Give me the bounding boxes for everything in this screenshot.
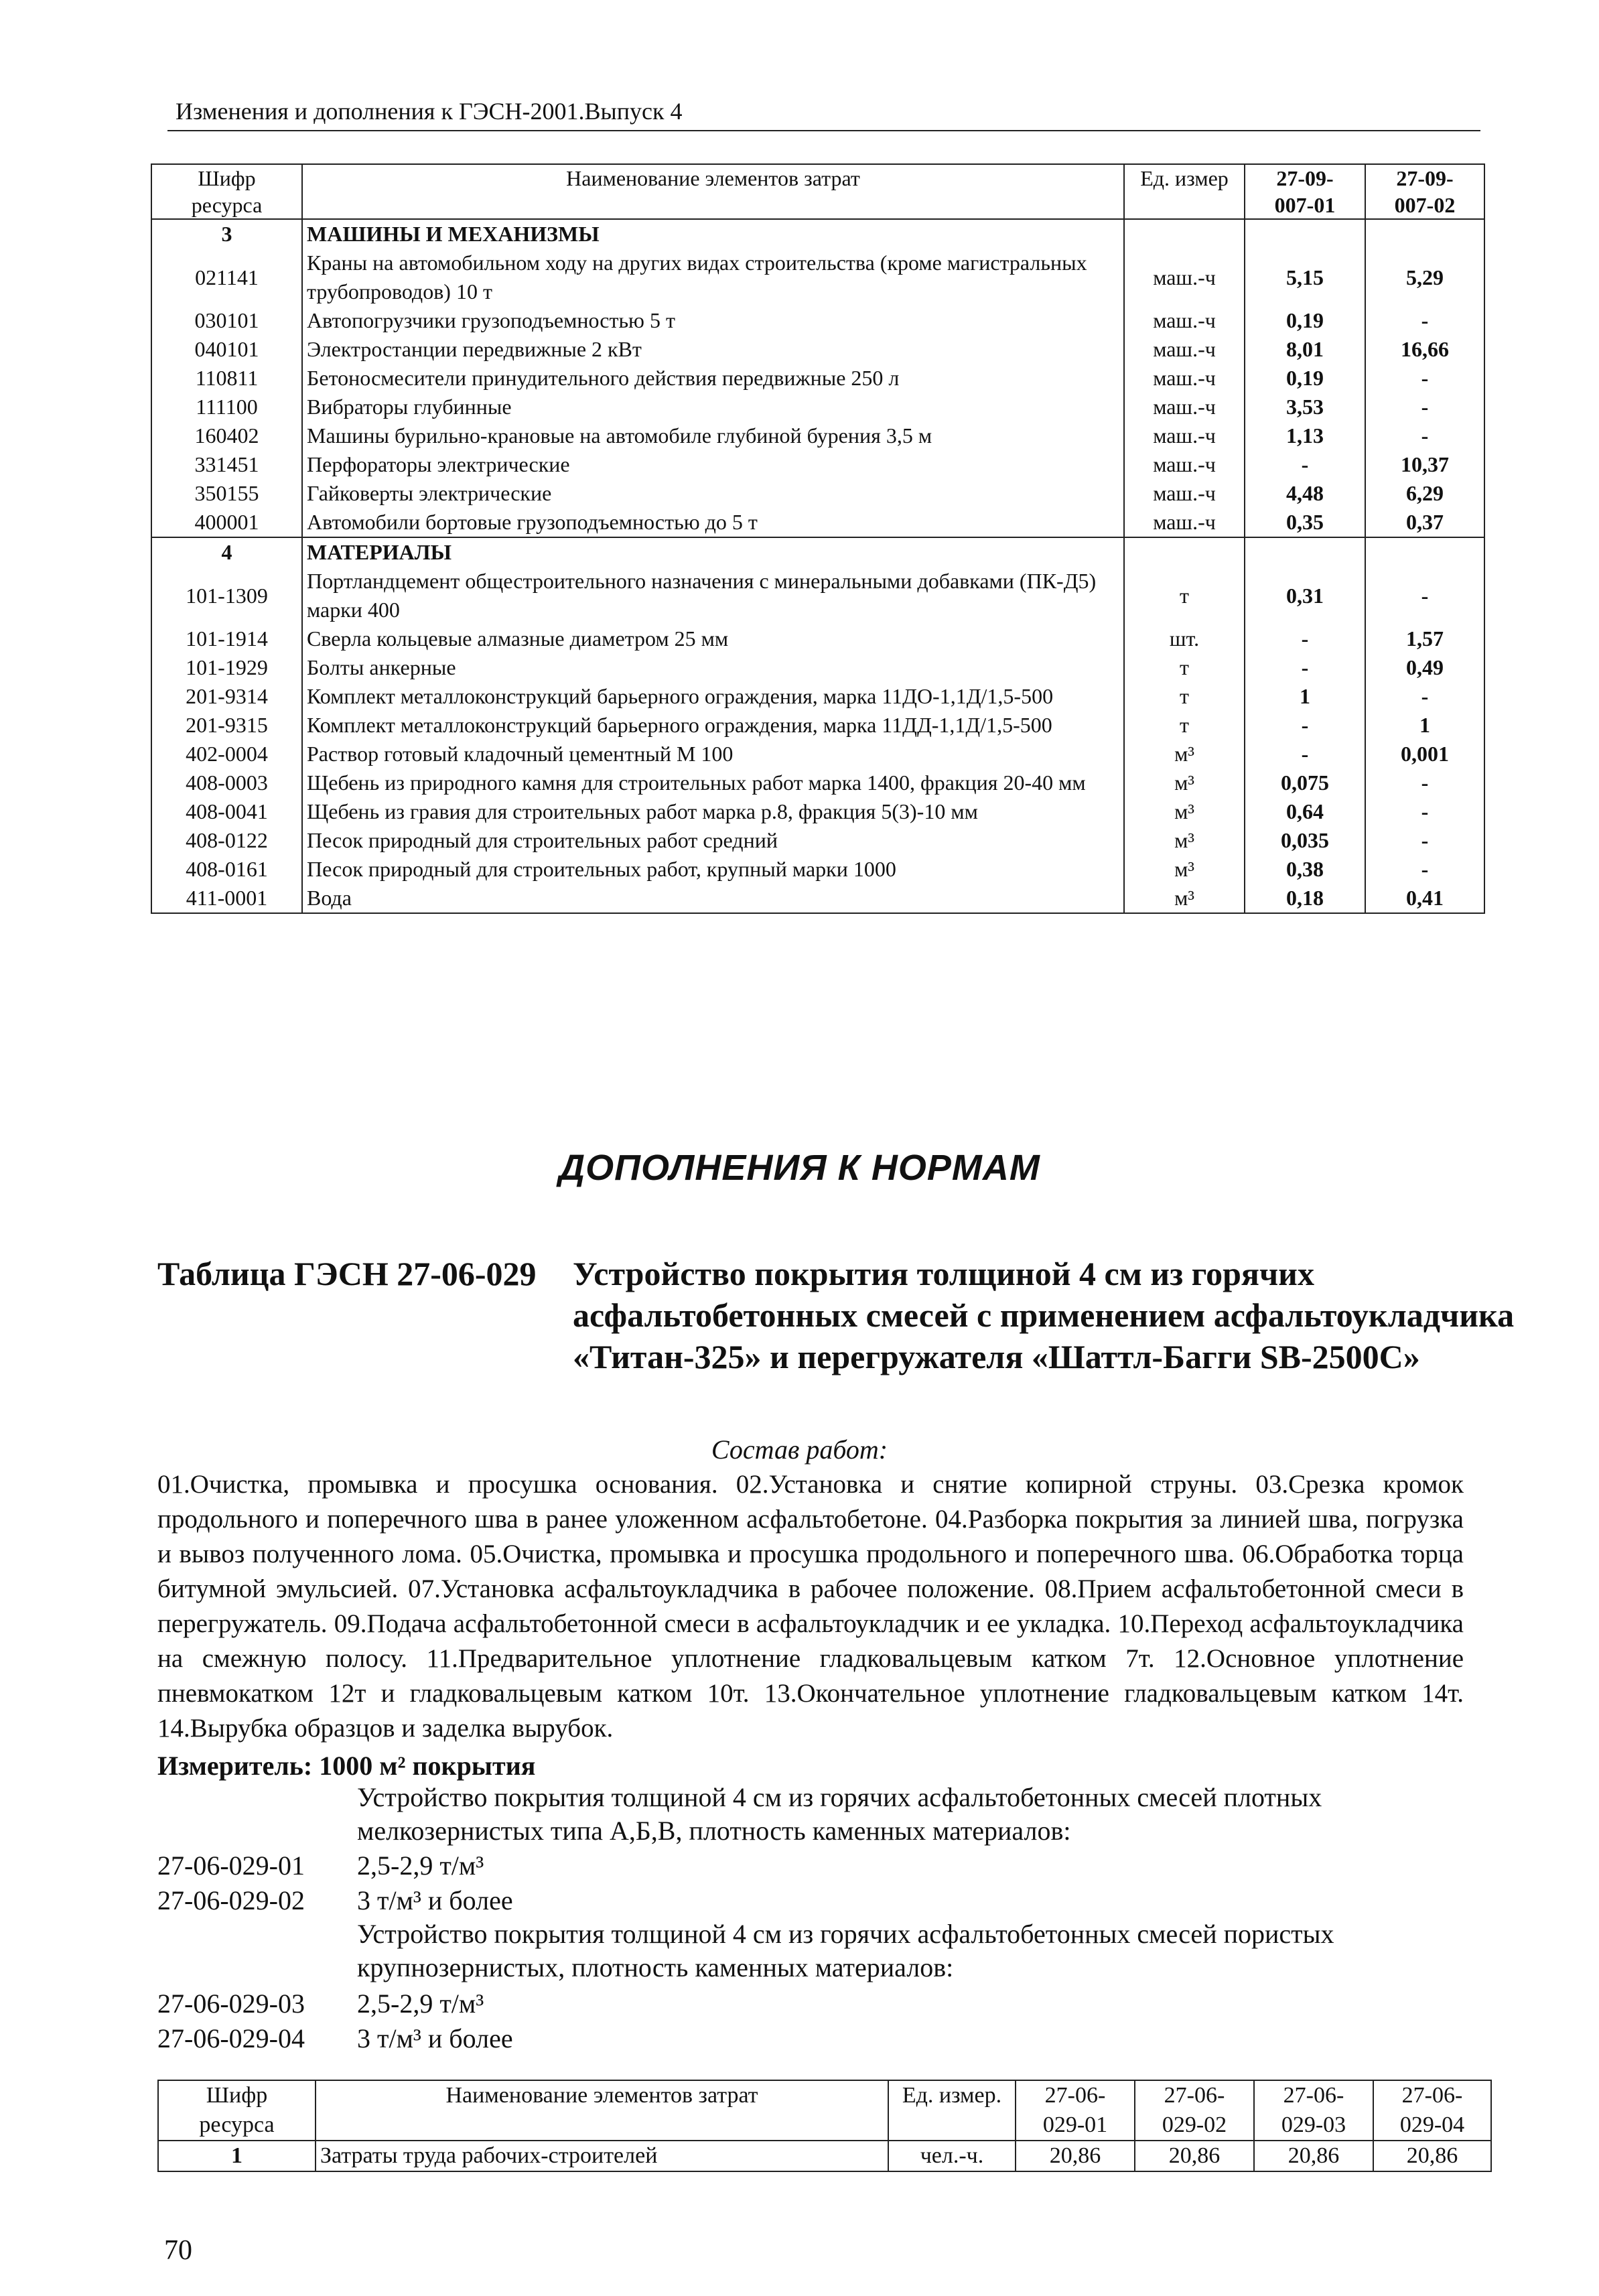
value-col-2: 5,29 [1365,249,1484,306]
empty-cell [1365,537,1484,567]
resource-code: 411-0001 [151,884,302,913]
value-col-2: 0,41 [1365,884,1484,913]
value-col-1: - [1245,740,1365,768]
table-row [151,567,1484,624]
resource-unit: м³ [1124,768,1245,797]
value-col-1: 8,01 [1245,335,1365,364]
value-col-2: - [1365,364,1484,393]
table-row [151,364,1484,393]
variant-text-02: 3 т/м³ и более [357,1885,513,1915]
resource-name: Портландцемент общестроительного назначения с минеральными добавками (ПК-Д5) марки 400 [302,567,1124,624]
value-col-1: 0,31 [1245,567,1365,624]
value-col-2: - [1365,682,1484,711]
table-row [151,393,1484,421]
value-col-1: 0,35 [1245,508,1365,537]
resource-name: Автомобили бортовые грузоподъемностью до 5 т [302,508,1124,537]
empty-cell [1245,219,1365,249]
variant-code-03: 27-06-029-03 [157,1988,305,2019]
resource-name: Гайковерты электрические [302,479,1124,508]
resource-unit: маш.-ч [1124,306,1245,335]
table-row [151,797,1484,826]
value-col-2: - [1365,797,1484,826]
resource-unit: т [1124,711,1245,740]
value-col-1: 0,38 [1245,855,1365,884]
table-row [151,624,1484,653]
value-col-4: 20,86 [1373,2141,1491,2171]
value-col-2: - [1365,855,1484,884]
variant-text-03: 2,5-2,9 т/м³ [357,1988,484,2019]
section-row [151,537,1484,567]
header-col-2: 27-09- 007-02 [1365,164,1484,219]
table-row [151,335,1484,364]
table-row [151,479,1484,508]
variant-code-04: 27-06-029-04 [157,2023,305,2053]
header-code: Шифр ресурса [158,2080,316,2141]
empty-cell [1245,537,1365,567]
resource-unit: т [1124,682,1245,711]
table-title-label: Таблица ГЭСН 27-06-029 [157,1255,537,1292]
resource-code: 030101 [151,306,302,335]
value-col-2: 6,29 [1365,479,1484,508]
resource-unit: шт. [1124,624,1245,653]
resource-name: Сверла кольцевые алмазные диаметром 25 мм [302,624,1124,653]
variant-text-04: 3 т/м³ и более [357,2023,513,2053]
resource-code: 101-1914 [151,624,302,653]
resource-name: Щебень из гравия для строительных работ марка р.8, фракция 5(3)-10 мм [302,797,1124,826]
section-row [151,219,1484,249]
table-row [151,768,1484,797]
section-title: МАТЕРИАЛЫ [302,537,1124,567]
value-col-1: 3,53 [1245,393,1365,421]
resource-code: 101-1929 [151,653,302,682]
resource-name: Краны на автомобильном ходу на других видах строительства (кроме магистральных трубопроводов) 10 т [302,249,1124,306]
table-row [151,508,1484,537]
resource-code: 408-0003 [151,768,302,797]
resource-name: Комплект металлоконструкций барьерного ограждения, марка 11ДО-1,1Д/1,5-500 [302,682,1124,711]
table-row [151,653,1484,682]
resource-name: Вибраторы глубинные [302,393,1124,421]
resource-unit: чел.-ч. [888,2141,1016,2171]
value-col-1: 0,19 [1245,364,1365,393]
header-col-1: 27-06- 029-01 [1016,2080,1135,2141]
resource-name: Песок природный для строительных работ средний [302,826,1124,855]
table-row [151,826,1484,855]
resource-unit: маш.-ч [1124,393,1245,421]
resource-code: 021141 [151,249,302,306]
header-name: Наименование элементов затрат [302,164,1124,219]
value-col-1: 0,18 [1245,884,1365,913]
table-row [151,249,1484,306]
resource-code: 101-1309 [151,567,302,624]
resource-unit: маш.-ч [1124,479,1245,508]
works-heading: Состав работ: [711,1434,888,1465]
resource-name: Электростанции передвижные 2 кВт [302,335,1124,364]
resource-unit: м³ [1124,855,1245,884]
resource-code: 1 [158,2141,316,2171]
header-col-2: 27-06- 029-02 [1135,2080,1254,2141]
value-col-1: 0,19 [1245,306,1365,335]
running-header: Изменения и дополнения к ГЭСН-2001.Выпуск 4 [176,98,683,125]
variant-group-2-text: Устройство покрытия толщиной 4 см из горячих асфальтобетонных смесей пористых крупнозернистых, плотность каменных материалов: [357,1919,1334,1982]
table-row [151,306,1484,335]
header-code: Шифр ресурса [151,164,302,219]
table-body [151,219,1484,913]
value-col-1: 0,075 [1245,768,1365,797]
value-col-1: - [1245,653,1365,682]
resource-code: 160402 [151,421,302,450]
header-unit: Ед. измер. [888,2080,1016,2141]
table-title-text: Устройство покрытия толщиной 4 см из горячих асфальтобетонных смесей с применением асфальтоукладчика «Титан-325» и перегружателя «Шаттл-Багги SB-2500С» [573,1255,1515,1375]
page-number: 70 [164,2235,192,2266]
value-col-1: 4,48 [1245,479,1365,508]
resource-name: Машины бурильно-крановые на автомобиле глубиной бурения 3,5 м [302,421,1124,450]
works-text: 01.Очистка, промывка и просушка основания. 02.Установка и снятие копирной струны. 03.Срезка кромок продольного и поперечного шва в ранее уложенном асфальтобетоне. 04.Разборка покрытия за линией шва, погрузка и вывоз полученного лома. 05.Очистка, промывка и просушка продольного и поперечного шва. 06.Обработка торца битумной эмульсией. 07.Установка асфальтоукладчика в рабочее положение. 08.Прием асфальтобетонной смеси в перегружатель. 09.Подача асфальтобетонной смеси в асфальтоукладчик и ее укладка. 10.Переход асфальтоукладчика на смежную полосу. 11.Предварительное уплотнение гладковальцевым катком 7т. 12.Основное уплотнение пневмокатком 12т и гладковальцевым катком 10т. 13.Окончательное уплотнение гладковальцевым катком 14т. 14.Вырубка образцов и заделка вырубок. [157,1470,1464,1743]
resource-unit: м³ [1124,884,1245,913]
value-col-2: 1,57 [1365,624,1484,653]
resource-unit: м³ [1124,826,1245,855]
value-col-2: 0,001 [1365,740,1484,768]
resource-name: Вода [302,884,1124,913]
resource-unit: маш.-ч [1124,364,1245,393]
section-code: 4 [151,537,302,567]
resource-unit: т [1124,653,1245,682]
resource-name: Автопогрузчики грузоподъемностью 5 т [302,306,1124,335]
resource-unit: маш.-ч [1124,450,1245,479]
resource-code: 110811 [151,364,302,393]
value-col-1: - [1245,450,1365,479]
value-col-2: 10,37 [1365,450,1484,479]
value-col-3: 20,86 [1254,2141,1373,2171]
table-row [151,421,1484,450]
table-header-row [158,2080,1491,2141]
table-row [151,450,1484,479]
empty-cell [1124,537,1245,567]
value-col-1: 1,13 [1245,421,1365,450]
resource-name: Раствор готовый кладочный цементный М 100 [302,740,1124,768]
resource-code: 201-9314 [151,682,302,711]
value-col-1: 20,86 [1016,2141,1135,2171]
value-col-1: 1 [1245,682,1365,711]
value-col-1: 5,15 [1245,249,1365,306]
variant-code-01: 27-06-029-01 [157,1850,305,1881]
resource-code: 408-0041 [151,797,302,826]
resource-name: Болты анкерные [302,653,1124,682]
variant-code-02: 27-06-029-02 [157,1885,305,1915]
value-col-1: - [1245,711,1365,740]
resource-name: Песок природный для строительных работ, крупный марки 1000 [302,855,1124,884]
table-row [151,884,1484,913]
resource-name: Перфораторы электрические [302,450,1124,479]
resource-code: 408-0161 [151,855,302,884]
header-col-4: 27-06- 029-04 [1373,2080,1491,2141]
resource-code: 400001 [151,508,302,537]
resource-code: 402-0004 [151,740,302,768]
resource-name: Затраты труда рабочих-строителей [316,2141,888,2171]
resource-unit: т [1124,567,1245,624]
resource-code: 350155 [151,479,302,508]
value-col-1: 0,64 [1245,797,1365,826]
meter-line: Измеритель: 1000 м² покрытия [157,1751,536,1781]
resource-unit: маш.-ч [1124,249,1245,306]
header-name: Наименование элементов затрат [316,2080,888,2141]
resource-code: 040101 [151,335,302,364]
value-col-2: 0,49 [1365,653,1484,682]
header-unit: Ед. измер [1124,164,1245,219]
section-code: 3 [151,219,302,249]
table-row [151,711,1484,740]
resource-unit: м³ [1124,797,1245,826]
table-row [151,855,1484,884]
header-col-1: 27-09- 007-01 [1245,164,1365,219]
table-body [158,2141,1491,2171]
table-header-row [151,164,1484,219]
resource-code: 331451 [151,450,302,479]
resource-name: Комплект металлоконструкций барьерного ограждения, марка 11ДД-1,1Д/1,5-500 [302,711,1124,740]
resource-name: Бетоносмесители принудительного действия передвижные 250 л [302,364,1124,393]
value-col-2: - [1365,567,1484,624]
resource-code: 201-9315 [151,711,302,740]
empty-cell [1124,219,1245,249]
resource-code: 408-0122 [151,826,302,855]
resource-unit: м³ [1124,740,1245,768]
value-col-2: - [1365,768,1484,797]
section-title: МАШИНЫ И МЕХАНИЗМЫ [302,219,1124,249]
header-rule [167,130,1480,131]
supplements-heading: ДОПОЛНЕНИЯ К НОРМАМ [559,1148,1040,1188]
resource-code: 111100 [151,393,302,421]
variant-group-1-text: Устройство покрытия толщиной 4 см из горячих асфальтобетонных смесей плотных мелкозернистых типа А,Б,В, плотность каменных материалов: [357,1782,1322,1846]
value-col-2: - [1365,421,1484,450]
table-row [151,740,1484,768]
variant-text-01: 2,5-2,9 т/м³ [357,1850,484,1881]
resources-table-27-06-029 [157,2080,1492,2172]
value-col-1: - [1245,624,1365,653]
value-col-2: - [1365,306,1484,335]
resource-unit: маш.-ч [1124,508,1245,537]
resource-name: Щебень из природного камня для строительных работ марка 1400, фракция 20-40 мм [302,768,1124,797]
value-col-2: 1 [1365,711,1484,740]
value-col-1: 0,035 [1245,826,1365,855]
empty-cell [1365,219,1484,249]
resources-table-27-09-007 [151,163,1485,914]
value-col-2: - [1365,393,1484,421]
resource-unit: маш.-ч [1124,335,1245,364]
table-row [158,2141,1491,2171]
value-col-2: 0,37 [1365,508,1484,537]
table-row [151,682,1484,711]
resource-unit: маш.-ч [1124,421,1245,450]
value-col-2: 20,86 [1135,2141,1254,2171]
value-col-2: 16,66 [1365,335,1484,364]
value-col-2: - [1365,826,1484,855]
header-col-3: 27-06- 029-03 [1254,2080,1373,2141]
